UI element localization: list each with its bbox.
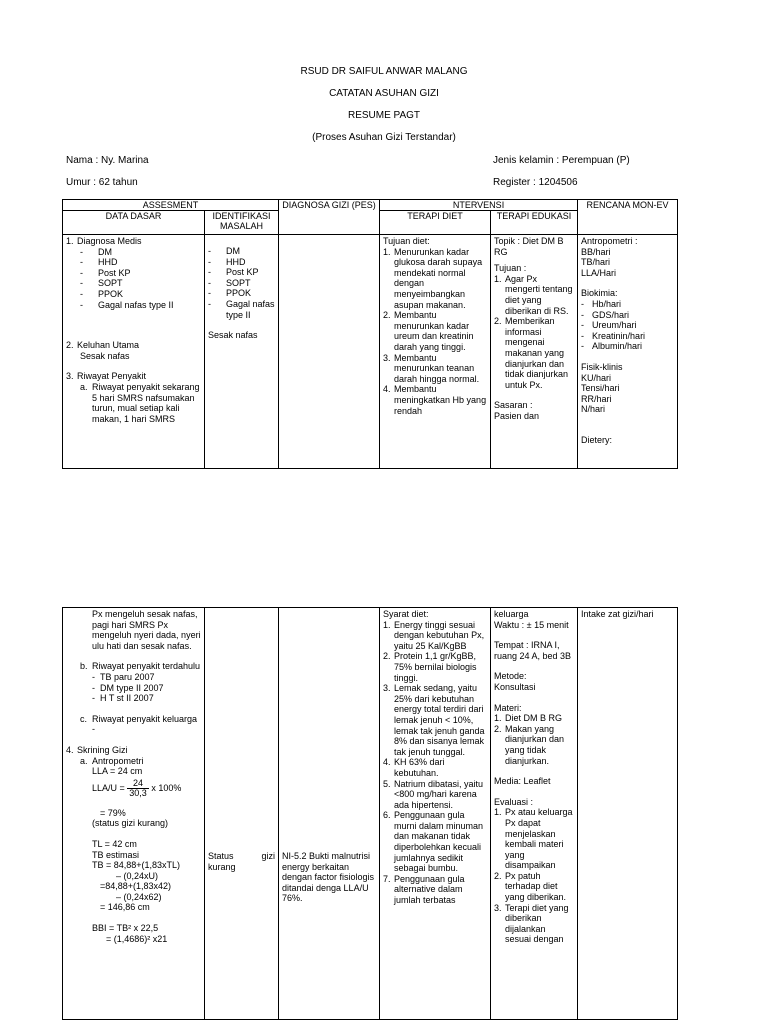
list-item: KU/hari <box>581 372 612 383</box>
keluhan-title: Keluhan Utama <box>77 340 140 351</box>
antropometri-title: Antropometri : <box>581 236 638 246</box>
sasaran-title: Sasaran : <box>494 400 533 411</box>
tb-line: TB = 84,88+(1,83xTL) <box>92 860 181 871</box>
list-item: DM type II 2007 <box>100 682 164 693</box>
list-item: Gagal nafas type II <box>98 299 174 310</box>
data-dasar-cont-cell: Px mengeluh sesak nafas, pagi hari SMRS Px mengeluh nyeri dada, nyeri ulu hati dan sesak nafas. b. Riwayat penyakit terdahulu - TB paru 2007 - DM type II 2007 - H T st II 2007 c. Riwayat penyakit keluarga - 4. Skrining Gizi a. Antropometri LLA = 24 cm LLA/U = $\frac{24}{30,3}$ x 100% = 79% (status gizi kurang) TL = 42 cm TB estimasi TB = 84,88+(1,83xTL) – (0,24xU) =84,88+(1,83x42) – (0,24x62) = 146,86 cm BBI = TB² x 22,5 = (1,4686)² x21 <box>63 608 205 1020</box>
list-item: Hb/hari <box>592 298 622 309</box>
diagnosa-text: NI-5.2 Bukti malnutrisi energy berkaitan dengan factor fisiologis ditandai denga LLA/U 76%. <box>282 851 375 904</box>
syarat-diet-title: Syarat diet: <box>383 609 429 619</box>
patient-gender: Jenis kelamin : Perempuan (P) <box>493 155 630 166</box>
topik: Topik : Diet DM B RG <box>494 236 564 257</box>
form-subtitle-2: (Proses Asuhan Gizi Terstandar) <box>312 132 456 143</box>
list-item: Diet DM B RG <box>505 713 563 724</box>
bbi-line-2: = (1,4686)² x21 <box>106 933 168 944</box>
rencana-cell: Antropometri : BB/hari TB/hari LLA/Hari Biokimia: - Hb/hari - GDS/hari - Ureum/hari - Kreatinin/hari - Albumin/hari Fisik-klinis KU/hari Tensi/hari RR/hari N/hari Dietery: <box>578 235 678 469</box>
terapi-edukasi-cell: Topik : Diet DM B RG Tujuan : 1. Agar Px mengerti tentang diet yang diberikan di RS. 2. Memberikan informasi mengenai makanan yang dianjurkan dan tidak dianjurkan untuk Px. Sasaran : Pasien dan <box>491 235 578 469</box>
list-item: Kreatinin/hari <box>592 330 646 341</box>
identifikasi-header: IDENTIFIKASI MASALAH <box>205 211 279 235</box>
riwayat-sekarang-label: Riwayat penyakit sekarang <box>92 381 200 392</box>
list-item: HHD <box>98 257 118 268</box>
evaluasi-title: Evaluasi : <box>494 796 534 807</box>
list-item: SOPT <box>98 278 123 289</box>
list-item: BB/hari <box>581 246 611 257</box>
riwayat-title: Riwayat Penyakit <box>77 371 147 382</box>
rencana-header: RENCANA MON-EV <box>578 200 678 235</box>
identifikasi-cell: - DM - HHD - Post KP - SOPT - PPOK - Gagal nafas type II Sesak nafas <box>205 235 279 469</box>
list-item: Gagal nafas type II <box>226 298 275 320</box>
patient-name: Nama : Ny. Marina <box>66 155 149 166</box>
diagnosa-cell <box>279 235 380 469</box>
list-item: LLA/Hari <box>581 267 617 278</box>
patient-register: Register : 1204506 <box>493 177 578 188</box>
list-item: N/hari <box>581 404 606 415</box>
riwayat-terdahulu-label: Riwayat penyakit terdahulu <box>92 661 201 672</box>
media-text: Media: Leaflet <box>494 776 551 787</box>
list-item: Penggunaan gula alternative dalam jumlah terbatas <box>394 873 465 906</box>
list-item: HHD <box>226 256 246 267</box>
list-item: Membantu menurunkan teanan darah hingga normal. <box>394 352 480 384</box>
patient-age: Umur : 62 tahun <box>66 177 138 188</box>
tl-value: TL = 42 cm <box>92 838 137 849</box>
keluarga-text: keluarga <box>494 609 529 619</box>
list-item: TB paru 2007 <box>100 671 155 682</box>
rencana-cont-cell <box>578 608 678 1020</box>
list-item: Agar Px mengerti tentang diet yang diberikan di RS. <box>505 273 573 316</box>
riwayat-sekarang-cont: Px mengeluh sesak nafas, pagi hari SMRS Px mengeluh nyeri dada, nyeri ulu hati dan sesak nafas. <box>92 609 201 651</box>
list-item: GDS/hari <box>592 309 630 320</box>
tujuan-diet-title: Tujuan diet: <box>383 236 430 246</box>
metode-title: Metode: <box>494 671 527 682</box>
list-item: Membantu meningkatkan Hb yang rendah <box>394 384 487 416</box>
form-title: CATATAN ASUHAN GIZI <box>329 88 439 99</box>
list-item: Px atau keluarga Px dapat menjelaskan kembali materi yang disampaikan <box>505 807 573 871</box>
tempat-text: Tempat : IRNA I, ruang 24 A, bed 3B <box>494 640 572 661</box>
hospital-name: RSUD DR SAIFUL ANWAR MALANG <box>300 66 468 77</box>
status-gizi: (status gizi kurang) <box>92 818 169 829</box>
list-item: Albumin/hari <box>592 341 643 352</box>
waktu-text: Waktu : ± 15 menit <box>494 619 569 630</box>
llau-numerator: 24 <box>127 779 149 789</box>
terapi-edukasi-header: TERAPI EDUKASI <box>491 211 578 235</box>
keluhan-text: Sesak nafas <box>80 350 130 361</box>
llau-result: = 79% <box>100 807 126 818</box>
terapi-diet-header: TERAPI DIET <box>380 211 491 235</box>
materi-title: Materi: <box>494 702 522 713</box>
list-item: Makan yang dianjurkan dan yang tidak dianjurkan. <box>505 723 565 766</box>
list-item: Lemak sedang, yaitu 25% dari kebutuhan energy total terdiri dari lemak jenuh < 10%, lemak tak jenuh ganda 8% dan sisanya lemak tak jenuh tunggal. <box>394 683 485 757</box>
list-item: - <box>92 724 95 735</box>
llau-formula <box>92 779 201 798</box>
riwayat-keluarga-label: Riwayat penyakit keluarga <box>92 713 198 724</box>
tb-line: = 146,86 cm <box>100 902 150 913</box>
tujuan-title: Tujuan : <box>494 263 527 274</box>
list-item: PPOK <box>98 288 124 299</box>
tb-line: – (0,24x62) <box>116 891 162 902</box>
form-subtitle: RESUME PAGT <box>347 110 421 121</box>
list-item: DM <box>98 246 112 257</box>
biokimia-title: Biokimia: <box>581 288 618 299</box>
list-item: Energy tinggi sesuai dengan kebutuhan Px, yaitu 25 Kal/KgBB <box>394 619 485 651</box>
terapi-diet-cell: Tujuan diet: 1. Menurunkan kadar glukosa darah supaya mendekati normal dengan menyeimbangkan asupan makanan. 2. Membantu menurunkan kadar ureum dan kreatinin darah yang tinggi. 3. Membantu menurunkan teanan darah hingga normal. 4. Membantu meningkatkan Hb yang rendah <box>380 235 491 469</box>
fisik-klinis-title: Fisik-klinis <box>581 361 623 372</box>
list-item: KH 63% dari kebutuhan. <box>394 757 445 778</box>
list-item: RR/hari <box>581 393 612 404</box>
assesment-header: ASSESMENT <box>63 200 279 211</box>
llau-fraction <box>127 779 149 798</box>
antropometri-label: Antropometri <box>92 755 144 766</box>
list-item: Menurunkan kadar glukosa darah supaya mendekati normal dengan menyeimbangkan asupan makanan. <box>394 246 483 310</box>
syarat-diet-cell: Syarat diet: 1. Energy tinggi sesuai dengan kebutuhan Px, yaitu 25 Kal/KgBB 2. Protein 1,1 gr/KgBB, 75% bernilai biologis tinggi. 3. Lemak sedang, yaitu 25% dari kebutuhan energy total terdiri dari lemak jenuh < 10%, lemak tak jenuh ganda 8% dan sisanya lemak tak jenuh tunggal. 4. KH 63% dari kebutuhan. 5. Natrium dibatasi, yaitu <800 mg/hari karena ada hipertensi. 6. Penggunaan gula murni dalam minuman dan makanan tidak diperbolehkan kecuali jumlahnya sedikit sebagai bumbu. 7. Penggunaan gula alternative dalam jumlah terbatas <box>380 608 491 1020</box>
diagnosa-header: DIAGNOSA GIZI (PES) <box>279 200 380 235</box>
intake-text: Intake zat gizi/hari <box>581 609 654 619</box>
bbi-line-1: BBI = TB² x 22,5 <box>92 923 159 934</box>
diagnosa-medis-title: Diagnosa Medis <box>77 236 142 246</box>
list-item: Ureum/hari <box>592 320 637 331</box>
list-item: Post KP <box>98 267 131 278</box>
list-item: Px patuh terhadap diet yang diberikan. <box>505 870 567 903</box>
tb-line: =84,88+(1,83x42) <box>100 881 172 892</box>
sasaran-text: Pasien dan <box>494 410 540 421</box>
list-item: Tensi/hari <box>581 383 620 394</box>
tb-line: – (0,24xU) <box>116 870 159 881</box>
list-item: Natrium dibatasi, yaitu <800 mg/hari karena ada hipertensi. <box>394 778 484 810</box>
list-item: Protein 1,1 gr/KgBB, 75% bernilai biologis tinggi. <box>394 651 477 683</box>
list-item: PPOK <box>226 288 252 299</box>
list-item: Terapi diet yang diberikan dijalankan sesuai dengan <box>505 902 569 945</box>
list-item: Memberikan informasi mengenai makanan yang dianjurkan dan tidak dianjurkan untuk Px. <box>505 316 569 390</box>
list-item: SOPT <box>226 277 251 288</box>
dietery-title: Dietery: <box>581 434 613 445</box>
list-item: DM <box>226 246 240 256</box>
lla-value: LLA = 24 cm <box>92 766 143 777</box>
intervensi-header: NTERVENSI <box>380 200 578 211</box>
list-item: Membantu menurunkan kadar ureum dan kreatinin darah yang tinggi. <box>394 310 474 352</box>
edukasi-cont-cell: keluarga Waktu : ± 15 menit Tempat : IRNA I, ruang 24 A, bed 3B Metode: Konsultasi Materi: 1. Diet DM B RG 2. Makan yang dianjurkan dan yang tidak dianjurkan. Media: Leaflet Evaluasi : 1. Px atau keluarga Px dapat menjelaskan kembali materi yang disampaikan 2. Px patuh terhadap diet yang diberikan. 3. Terapi diet yang diberikan dijalankan sesuai dengan <box>491 608 578 1020</box>
pagt-table-1 <box>62 199 678 469</box>
tb-estimasi-label: TB estimasi <box>92 849 140 860</box>
metode-text: Konsultasi <box>494 681 536 692</box>
llau-suffix: x 100% <box>151 782 182 793</box>
diagnosa-cont-cell <box>279 608 380 1020</box>
riwayat-sekarang-text: 5 hari SMRS nafsumakan turun, mual setiap kali makan, 1 hari SMRS <box>92 392 195 424</box>
data-dasar-header: DATA DASAR <box>63 211 205 235</box>
llau-denominator: 30,3 <box>129 787 147 798</box>
list-item: Penggunaan gula murni dalam minuman dan makanan tidak diperbolehkan kecuali jumlahnya sedikit sebagai bumbu. <box>394 810 484 874</box>
list-item: H T st II 2007 <box>100 693 154 704</box>
pagt-table-2 <box>62 607 678 1020</box>
list-item: TB/hari <box>581 257 611 268</box>
skrining-title: Skrining Gizi <box>77 744 128 755</box>
llau-prefix: LLA/U = <box>92 782 125 793</box>
identifikasi-cont-cell <box>205 608 279 1020</box>
data-dasar-cell: 1. Diagnosa Medis - DM - HHD - Post KP - SOPT - PPOK - Gagal nafas type II 2. Keluhan Utama Sesak nafas 3. Riwayat Penyakit a. Riwayat penyakit sekarang 5 hari SMRS nafsumakan turun, mual setiap kali makan, 1 hari SMRS <box>63 235 205 469</box>
list-item: Post KP <box>226 267 259 278</box>
identifikasi-sesak: Sesak nafas <box>208 330 258 341</box>
status-gizi-kurang: Status gizi kurang <box>208 851 275 872</box>
